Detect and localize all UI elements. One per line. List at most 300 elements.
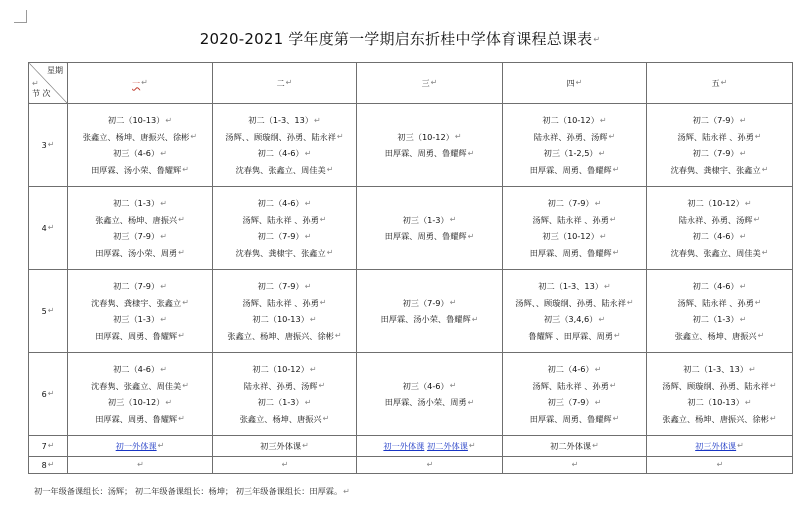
paragraph-mark-icon: ↵ [178, 331, 185, 340]
class-group-text: 初二（10-13） [107, 115, 165, 125]
period-number: 4 [41, 223, 47, 233]
teacher-list-text: 沈春隽、张鑫立、周佳美 [235, 164, 326, 175]
paragraph-mark-icon: ↵ [571, 460, 579, 470]
page-title [0, 28, 800, 49]
teacher-list-text: 陆永祥、孙勇、汤辉 [243, 380, 318, 391]
class-group [503, 278, 646, 295]
paragraph-mark-icon: ↵ [612, 414, 620, 423]
teacher-list-text: 田厚霖、周勇、鲁耀辉 [529, 164, 612, 175]
paragraph-mark-icon: ↵ [613, 331, 621, 340]
schedule-cell-wed [357, 457, 503, 474]
paragraph-mark-icon: ↵ [334, 331, 342, 340]
paragraph-mark-icon: ↵ [47, 389, 55, 398]
paragraph-mark-icon: ↵ [32, 79, 39, 88]
teacher-list-text: 汤辉、陆永祥 、孙勇 [677, 297, 754, 308]
class-group-text: 初二（4-6） [257, 198, 304, 208]
teacher-list [213, 411, 356, 428]
teacher-list [213, 162, 356, 179]
teacher-list [503, 295, 646, 312]
teacher-list [503, 328, 646, 345]
paragraph-mark-icon: ↵ [160, 231, 167, 241]
class-group-text: 初二（1-3） [113, 198, 160, 208]
period-row-4 [29, 187, 793, 270]
paragraph-mark-icon: ↵ [449, 298, 457, 307]
teacher-list-text: 田厚霖、周勇、鲁耀辉 [529, 413, 612, 424]
class-group-text: 初二（10-12） [687, 198, 744, 208]
teacher-list-text: 沈春隽、张鑫立、周佳美 [91, 380, 182, 391]
schedule-cell-fri [647, 270, 793, 353]
schedule-cell-tue [213, 353, 357, 436]
class-group [357, 212, 502, 229]
teacher-list-text: 田厚霖、周勇、鲁耀辉 [95, 330, 178, 341]
paragraph-mark-icon: ↵ [160, 364, 167, 374]
class-group [68, 228, 212, 245]
class-group-text: 初二（4-6） [692, 281, 739, 291]
schedule-cell-tue [213, 187, 357, 270]
teacher-list-text: 田厚霖、汤小荣、鲁耀辉 [380, 314, 471, 324]
period-number: 6 [41, 389, 47, 399]
teacher-list-text: 汤辉、陆永祥 、孙勇 [677, 131, 754, 142]
paragraph-mark-icon: ↵ [165, 397, 173, 407]
page-title-text: 2020-2021 学年度第一学期启东折桂中学体育课程总课表 [199, 30, 593, 48]
class-group [213, 145, 356, 162]
paragraph-mark-icon: ↵ [326, 165, 334, 174]
paragraph-mark-icon: ↵ [739, 314, 747, 324]
day-header-mon [68, 63, 213, 104]
paragraph-mark-icon: ↵ [182, 381, 189, 390]
teacher-list-text: 田厚霖、汤小荣、周勇 [95, 247, 178, 258]
paragraph-mark-icon: ↵ [182, 165, 189, 174]
paragraph-mark-icon: ↵ [754, 298, 762, 307]
paragraph-mark-icon: ↵ [744, 397, 752, 407]
footer-note [34, 486, 350, 497]
schedule-cell-wed [357, 187, 503, 270]
paragraph-mark-icon: ↵ [468, 441, 476, 451]
paragraph-mark-icon: ↵ [157, 441, 165, 451]
class-group-text: 初三（10-12） [542, 231, 599, 241]
schedule-cell-tue [213, 457, 357, 474]
paragraph-mark-icon: ↵ [739, 231, 747, 241]
class-group [647, 361, 792, 378]
outdoor-pe-link[interactable]: 初一外体课 [383, 440, 425, 451]
paragraph-mark-icon: ↵ [178, 215, 185, 224]
teacher-list [213, 328, 356, 345]
period-header-label: 节 次 [32, 89, 51, 98]
class-group-text: 初二（7-9） [547, 198, 594, 208]
paragraph-mark-icon: ↵ [47, 441, 55, 450]
class-group [68, 311, 212, 328]
paragraph-mark-icon: ↵ [336, 132, 344, 141]
teacher-list [357, 145, 502, 162]
paragraph-mark-icon: ↵ [612, 248, 620, 257]
paragraph-mark-icon: ↵ [304, 397, 312, 407]
paragraph-mark-icon: ↵ [281, 460, 289, 470]
paragraph-mark-icon: ↵ [594, 198, 602, 208]
paragraph-mark-icon: ↵ [739, 115, 747, 125]
class-group-text: 初三（7-9） [547, 397, 594, 407]
schedule-table [28, 62, 793, 474]
class-group-text: 初二（4-6） [692, 231, 739, 241]
class-group [647, 278, 792, 295]
corner-header-cell [29, 63, 68, 104]
class-group [647, 112, 792, 129]
paragraph-mark-icon: ↵ [343, 487, 350, 496]
teacher-list [213, 129, 356, 146]
class-group [213, 278, 356, 295]
schedule-cell-wed [357, 353, 503, 436]
class-group-text: 初三（10-12） [107, 397, 165, 407]
schedule-cell-tue [213, 270, 357, 353]
outdoor-pe-label: 初三外体课 [260, 440, 302, 451]
schedule-cell-mon [68, 270, 213, 353]
teacher-list-text: 张鑫立、杨坤、唐振兴、徐彬 [662, 413, 769, 424]
paragraph-mark-icon: ↵ [739, 281, 747, 291]
teacher-list [647, 378, 792, 395]
paragraph-mark-icon: ↵ [309, 364, 317, 374]
teacher-list [647, 212, 792, 229]
teacher-list-text: 田厚霖、周勇、鲁耀辉 [529, 247, 612, 258]
outdoor-pe-label: 初二外体课 [550, 440, 592, 451]
paragraph-mark-icon: ↵ [318, 381, 326, 390]
paragraph-mark-icon: ↵ [304, 148, 312, 158]
footer-note-text: 初一年级备课组长：汤辉； 初二年级备课组长：杨坤； 初三年级备课组长：田厚霖。 [34, 486, 343, 496]
class-group-text: 初二（1-3） [692, 314, 739, 324]
paragraph-mark-icon: ↵ [304, 231, 312, 241]
paragraph-mark-icon: ↵ [182, 298, 189, 307]
day-header-wed [357, 63, 503, 104]
teacher-list [68, 245, 212, 262]
paragraph-mark-icon: ↵ [594, 364, 602, 374]
class-group [213, 361, 356, 378]
day-header-label: 五 [711, 78, 720, 88]
class-group [213, 195, 356, 212]
class-group [503, 112, 646, 129]
class-group-text: 初三（7-9） [113, 231, 160, 241]
paragraph-mark-icon: ↵ [575, 78, 583, 87]
class-group-text: 初二（7-9） [257, 281, 304, 291]
class-group [357, 378, 502, 395]
class-group-text: 初二（4-6） [113, 364, 160, 374]
paragraph-mark-icon: ↵ [47, 460, 55, 469]
paragraph-mark-icon: ↵ [749, 364, 756, 374]
paragraph-mark-icon: ↵ [302, 441, 309, 451]
teacher-list-text: 陆永祥、孙勇、汤辉 [678, 214, 753, 225]
schedule-cell-tue [213, 104, 357, 187]
paragraph-mark-icon: ↵ [753, 215, 761, 224]
teacher-list [647, 328, 792, 345]
class-group-text: 初三（4-6） [113, 148, 160, 158]
class-group-text: 初二（10-13） [687, 397, 744, 407]
paragraph-mark-icon: ↵ [309, 314, 317, 324]
teacher-list [68, 328, 212, 345]
teacher-list-text: 汤辉、陆永祥 、孙勇 [532, 214, 609, 225]
schedule-cell-thu [503, 187, 647, 270]
class-group-text: 初三（1-3） [113, 314, 160, 324]
paragraph-mark-icon: ↵ [285, 78, 293, 87]
schedule-cell-tue [213, 436, 357, 457]
paragraph-mark-icon: ↵ [599, 231, 607, 241]
class-group-text: 初二（1-3） [257, 397, 304, 407]
outdoor-pe-link[interactable]: 初一外体课 [115, 440, 157, 451]
day-header-thu [503, 63, 647, 104]
class-group [647, 228, 792, 245]
period-number-cell [29, 270, 68, 353]
paragraph-mark-icon: ↵ [757, 331, 765, 340]
teacher-list [68, 129, 212, 146]
class-group-text: 初二（1-3、13） [538, 281, 604, 291]
schedule-cell-thu [503, 270, 647, 353]
class-group [213, 394, 356, 411]
teacher-list [503, 212, 646, 229]
teacher-list-text: 汤辉、、顾璇纲、孙勇、陆永祥 [515, 297, 626, 308]
class-group-text: 初二（1-3、13） [683, 364, 749, 374]
period-number-cell [29, 104, 68, 187]
paragraph-mark-icon: ↵ [426, 460, 434, 470]
schedule-cell-mon [68, 436, 213, 457]
teacher-list [357, 311, 502, 328]
page-corner-mark [14, 10, 27, 23]
class-group [68, 112, 212, 129]
period-row-8 [29, 457, 793, 474]
paragraph-mark-icon: ↵ [467, 231, 475, 241]
class-group-text: 初二（10-13） [252, 314, 309, 324]
paragraph-mark-icon: ↵ [471, 314, 479, 324]
paragraph-mark-icon: ↵ [737, 441, 744, 451]
class-group-text: 初三（10-12） [397, 131, 454, 142]
paragraph-mark-icon: ↵ [449, 215, 457, 224]
outdoor-pe-link[interactable]: 初二外体课 [426, 440, 468, 451]
period-number-cell [29, 436, 68, 457]
class-group [503, 228, 646, 245]
teacher-list-text: 张鑫立、杨坤、唐振兴、徐彬 [227, 330, 334, 341]
paragraph-mark-icon: ↵ [319, 215, 327, 224]
teacher-list-text: 张鑫立、杨坤、唐振兴 [239, 413, 322, 424]
day-header-fri [647, 63, 793, 104]
class-group-text: 初三（3,4,6） [543, 314, 598, 324]
paragraph-mark-icon: ↵ [599, 115, 607, 125]
teacher-list-text: 沈春隽、龚棣宇、张鑫立 [235, 247, 326, 258]
period-row-3 [29, 104, 793, 187]
paragraph-mark-icon: ↵ [47, 223, 55, 232]
class-group [68, 394, 212, 411]
class-group-text: 初三（1-3） [402, 214, 449, 225]
class-group-text: 初二（4-6） [547, 364, 594, 374]
period-row-6 [29, 353, 793, 436]
class-group-text: 初二（10-12） [252, 364, 309, 374]
paragraph-mark-icon: ↵ [608, 132, 616, 141]
paragraph-mark-icon: ↵ [319, 298, 327, 307]
teacher-list [503, 162, 646, 179]
teacher-list [503, 378, 646, 395]
class-group [647, 145, 792, 162]
period-number: 8 [41, 460, 47, 470]
teacher-list [357, 228, 502, 245]
class-group [68, 361, 212, 378]
period-row-5 [29, 270, 793, 353]
teacher-list [68, 212, 212, 229]
class-group [213, 311, 356, 328]
period-number: 7 [41, 441, 47, 451]
schedule-cell-mon [68, 353, 213, 436]
paragraph-mark-icon: ↵ [609, 215, 617, 224]
class-group [68, 278, 212, 295]
schedule-cell-thu [503, 436, 647, 457]
paragraph-mark-icon: ↵ [716, 460, 724, 470]
teacher-list [68, 411, 212, 428]
teacher-list [647, 129, 792, 146]
paragraph-mark-icon: ↵ [604, 281, 611, 291]
day-header-label: 一 [132, 78, 141, 88]
schedule-cell-thu [503, 457, 647, 474]
period-number-cell [29, 353, 68, 436]
period-number: 5 [41, 306, 47, 316]
paragraph-mark-icon: ↵ [609, 381, 617, 390]
paragraph-mark-icon: ↵ [160, 198, 167, 208]
teacher-list [647, 411, 792, 428]
class-group [68, 195, 212, 212]
schedule-cell-thu [503, 353, 647, 436]
class-group [68, 145, 212, 162]
schedule-cell-wed [357, 436, 503, 457]
paragraph-mark-icon: ↵ [744, 198, 752, 208]
class-group [357, 295, 502, 312]
paragraph-mark-icon: ↵ [160, 281, 167, 291]
teacher-list [503, 129, 646, 146]
paragraph-mark-icon: ↵ [47, 306, 55, 315]
period-number-cell [29, 187, 68, 270]
day-header-label: 二 [276, 78, 285, 88]
paragraph-mark-icon: ↵ [178, 414, 185, 423]
schedule-cell-mon [68, 187, 213, 270]
class-group [503, 195, 646, 212]
paragraph-mark-icon: ↵ [761, 165, 769, 174]
schedule-cell-mon [68, 104, 213, 187]
schedule-cell-thu [503, 104, 647, 187]
teacher-list [503, 245, 646, 262]
paragraph-mark-icon: ↵ [769, 381, 777, 390]
teacher-list [213, 245, 356, 262]
period-row-7 [29, 436, 793, 457]
paragraph-mark-icon: ↵ [754, 132, 762, 141]
outdoor-pe-link[interactable]: 初三外体课 [695, 440, 737, 451]
teacher-list-text: 陆永祥、孙勇、汤辉 [533, 131, 608, 142]
paragraph-mark-icon: ↵ [769, 414, 777, 423]
day-header-label: 三 [421, 78, 430, 88]
paragraph-mark-icon: ↵ [761, 248, 769, 257]
schedule-cell-wed [357, 270, 503, 353]
class-group-text: 初三（4-6） [402, 380, 449, 391]
paragraph-mark-icon: ↵ [304, 198, 312, 208]
teacher-list-text: 田厚霖、周勇、鲁耀辉 [384, 231, 467, 241]
teacher-list-text: 田厚霖、周勇、鲁耀辉 [384, 148, 467, 158]
class-group [503, 394, 646, 411]
teacher-list-text: 张鑫立、杨坤、唐振兴 [674, 330, 757, 341]
weekday-header-label: 星期 [47, 66, 63, 75]
schedule-cell-mon [68, 457, 213, 474]
paragraph-mark-icon: ↵ [449, 381, 457, 390]
paragraph-mark-icon: ↵ [612, 165, 620, 174]
paragraph-mark-icon: ↵ [467, 397, 475, 407]
schedule-cell-fri [647, 187, 793, 270]
schedule-cell-fri [647, 104, 793, 187]
schedule-cell-fri [647, 353, 793, 436]
paragraph-mark-icon: ↵ [598, 314, 606, 324]
paragraph-mark-icon: ↵ [322, 414, 330, 423]
class-group [647, 311, 792, 328]
class-group-text: 初二（1-3、13） [248, 115, 314, 125]
class-group-text: 初三（7-9） [402, 297, 449, 308]
teacher-list-text: 汤辉、陆永祥 、孙勇 [242, 214, 319, 225]
paragraph-mark-icon: ↵ [454, 132, 462, 141]
paragraph-mark-icon: ↵ [137, 460, 144, 470]
paragraph-mark-icon: ↵ [190, 132, 198, 141]
paragraph-mark-icon: ↵ [314, 115, 321, 125]
teacher-list [68, 162, 212, 179]
schedule-cell-wed [357, 104, 503, 187]
class-group-text: 初二（4-6） [257, 148, 304, 158]
teacher-list [68, 378, 212, 395]
class-group [213, 112, 356, 129]
teacher-list-text: 汤辉、顾璇纲、孙勇、陆永祥 [662, 380, 769, 391]
paragraph-mark-icon: ↵ [165, 115, 173, 125]
teacher-list-text: 汤辉、陆永祥 、孙勇 [242, 297, 319, 308]
class-group-text: 初二（7-9） [692, 148, 739, 158]
header-row [29, 63, 793, 104]
day-header-label: 四 [566, 78, 575, 88]
period-number-cell [29, 457, 68, 474]
teacher-list [68, 295, 212, 312]
class-group [357, 129, 502, 146]
teacher-list-text: 田厚霖、汤小荣、周勇 [384, 397, 467, 407]
class-group [503, 145, 646, 162]
paragraph-mark-icon: ↵ [593, 35, 601, 44]
paragraph-mark-icon: ↵ [304, 281, 312, 291]
class-group [647, 195, 792, 212]
paragraph-mark-icon: ↵ [160, 148, 167, 158]
schedule-cell-fri [647, 457, 793, 474]
class-group-text: 初三（1-2,5） [543, 148, 598, 158]
teacher-list-text: 张鑫立、杨坤、唐振兴、徐彬 [82, 131, 190, 142]
class-group-text: 初二（7-9） [692, 115, 739, 125]
class-group-text: 初二（10-12） [542, 115, 599, 125]
schedule-cell-fri [647, 436, 793, 457]
paragraph-mark-icon: ↵ [592, 441, 599, 451]
paragraph-mark-icon: ↵ [598, 148, 606, 158]
paragraph-mark-icon: ↵ [467, 148, 475, 158]
day-header-tue [213, 63, 357, 104]
teacher-list [647, 245, 792, 262]
teacher-list-text: 汤辉、陆永祥 、孙勇 [532, 380, 609, 391]
paragraph-mark-icon: ↵ [626, 298, 634, 307]
class-group [647, 394, 792, 411]
class-group-text: 初二（7-9） [113, 281, 160, 291]
teacher-list-text: 沈春隽、龚棣宇、张鑫立 [91, 297, 182, 308]
paragraph-mark-icon: ↵ [720, 78, 728, 87]
class-group [503, 311, 646, 328]
paragraph-mark-icon: ↵ [594, 397, 602, 407]
period-number: 3 [41, 140, 47, 150]
teacher-list [647, 162, 792, 179]
teacher-list [213, 295, 356, 312]
teacher-list-text: 田厚霖、汤小荣、鲁耀辉 [91, 164, 182, 175]
teacher-list-text: 汤辉、、顾璇纲、孙勇、陆永祥 [225, 131, 336, 142]
teacher-list [503, 411, 646, 428]
paragraph-mark-icon: ↵ [160, 314, 167, 324]
paragraph-mark-icon: ↵ [739, 148, 747, 158]
paragraph-mark-icon: ↵ [178, 248, 185, 257]
teacher-list [647, 295, 792, 312]
paragraph-mark-icon: ↵ [47, 140, 55, 149]
